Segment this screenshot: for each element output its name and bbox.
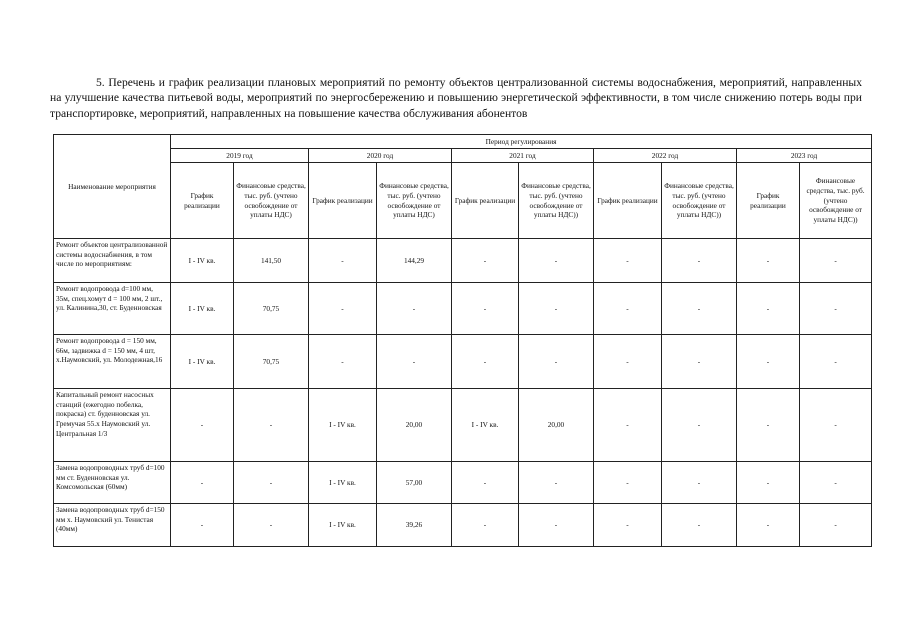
schedule-column-header: График реализации: [452, 163, 519, 239]
row-name: Ремонт водопровода d = 150 мм, 66м, задвижка d = 150 мм, 4 шт, х.Наумовский, ул. Молодежная,16: [54, 335, 171, 389]
table-cell: -: [594, 283, 662, 335]
table-cell: -: [519, 283, 594, 335]
table-row: [54, 389, 872, 462]
table-row: [54, 283, 872, 335]
row-name: Капитальный ремонт насосных станций (ежегодно побелка, покраска) ст. буденновская ул. Гремучая 55.х Наумовский ул. Центральная 1/3: [54, 389, 171, 462]
finance-column-header: Финансовые средства, тыс. руб. (учтено освобождение от уплаты НДС): [377, 163, 452, 239]
table-cell: I - IV кв.: [171, 239, 234, 283]
table-cell: -: [452, 283, 519, 335]
row-name: Ремонт объектов централизованной системы водоснабжения, в том числе по мероприятиям:: [54, 239, 171, 283]
table-cell: -: [309, 335, 377, 389]
schedule-column-header: График реализации: [594, 163, 662, 239]
table-cell: 20,00: [377, 389, 452, 462]
table-cell: -: [800, 504, 872, 547]
finance-column-header: Финансовые средства, тыс. руб. (учтено освобождение от уплаты НДС)): [519, 163, 594, 239]
table-cell: -: [662, 389, 737, 462]
table-cell: -: [737, 504, 800, 547]
table-row: [54, 504, 872, 547]
table-cell: -: [234, 504, 309, 547]
table-cell: -: [519, 335, 594, 389]
table-cell: 20,00: [519, 389, 594, 462]
table-cell: -: [309, 283, 377, 335]
table-cell: -: [377, 335, 452, 389]
header-row-columns: [54, 163, 872, 239]
table-cell: 144,29: [377, 239, 452, 283]
name-column-header: Наименование мероприятия: [54, 135, 171, 239]
table-cell: -: [737, 239, 800, 283]
period-header: Период регулирования: [171, 135, 872, 149]
table-cell: -: [737, 283, 800, 335]
table-cell: 39,26: [377, 504, 452, 547]
table-cell: -: [594, 462, 662, 504]
table-cell: 70,75: [234, 335, 309, 389]
row-name: Замена водопроводных труб d=100 мм ст. Буденновская ул. Комсомольская (60мм): [54, 462, 171, 504]
table-cell: -: [594, 389, 662, 462]
table-cell: -: [800, 335, 872, 389]
year-header: 2020 год: [309, 149, 452, 163]
schedule-column-header: График реализации: [309, 163, 377, 239]
table-cell: -: [594, 335, 662, 389]
header-row-years: [54, 149, 872, 163]
header-row-period: [54, 135, 872, 149]
table-cell: -: [800, 283, 872, 335]
table-cell: -: [234, 389, 309, 462]
plan-table: [53, 134, 872, 547]
row-name: Замена водопроводных труб d=150 мм х. Наумовский ул. Тенистая (40мм): [54, 504, 171, 547]
table-cell: -: [171, 462, 234, 504]
table-cell: -: [519, 239, 594, 283]
table-cell: -: [800, 462, 872, 504]
table-cell: -: [234, 462, 309, 504]
finance-column-header: Финансовые средства, тыс. руб. (учтено освобождение от уплаты НДС)): [662, 163, 737, 239]
table-cell: -: [452, 504, 519, 547]
table-cell: -: [662, 335, 737, 389]
year-header: 2023 год: [737, 149, 872, 163]
table-cell: -: [662, 504, 737, 547]
table-cell: I - IV кв.: [309, 462, 377, 504]
table-cell: -: [737, 462, 800, 504]
year-header: 2019 год: [171, 149, 309, 163]
row-name: Ремонт водопровода d=100 мм, 35м, спец.хомут d = 100 мм, 2 шт., ул. Калинина,30, ст. Буденновская: [54, 283, 171, 335]
heading-text: 5. Перечень и график реализации плановых мероприятий по ремонту объектов централизованной системы водоснабжения, мероприятий, направленных на улучшение качества питьевой воды, мероприятий по энергосбережению и повышению энергетической эффективности, в том числе снижению потерь воды при транспортировке, мероприятий, направленных на повышение качества обслуживания абонентов: [50, 76, 862, 120]
year-header: 2022 год: [594, 149, 737, 163]
schedule-column-header: График реализации: [171, 163, 234, 239]
table-row: [54, 462, 872, 504]
table-cell: 70,75: [234, 283, 309, 335]
table-cell: -: [519, 462, 594, 504]
table-cell: -: [519, 504, 594, 547]
table-cell: -: [662, 283, 737, 335]
year-header: 2021 год: [452, 149, 594, 163]
table-cell: -: [309, 239, 377, 283]
table-cell: -: [594, 504, 662, 547]
finance-column-header: Финансовые средства, тыс. руб. (учтено освобождение от уплаты НДС)): [800, 163, 872, 239]
table-cell: I - IV кв.: [309, 504, 377, 547]
table-row: [54, 335, 872, 389]
finance-column-header: Финансовые средства, тыс. руб. (учтено освобождение от уплаты НДС): [234, 163, 309, 239]
table-cell: 141,50: [234, 239, 309, 283]
table-cell: I - IV кв.: [309, 389, 377, 462]
table-cell: -: [171, 389, 234, 462]
table-row: [54, 239, 872, 283]
table-cell: -: [662, 462, 737, 504]
table-cell: -: [737, 335, 800, 389]
table-cell: -: [594, 239, 662, 283]
document-heading: [50, 75, 862, 121]
table-cell: -: [377, 283, 452, 335]
schedule-column-header: График реализации: [737, 163, 800, 239]
table-cell: I - IV кв.: [171, 283, 234, 335]
table-cell: -: [800, 389, 872, 462]
table-cell: 57,00: [377, 462, 452, 504]
table-cell: -: [452, 335, 519, 389]
table-cell: -: [171, 504, 234, 547]
table-cell: -: [452, 462, 519, 504]
table-cell: -: [452, 239, 519, 283]
table-cell: -: [662, 239, 737, 283]
table-cell: -: [800, 239, 872, 283]
table-cell: I - IV кв.: [452, 389, 519, 462]
table-cell: -: [737, 389, 800, 462]
table-cell: I - IV кв.: [171, 335, 234, 389]
